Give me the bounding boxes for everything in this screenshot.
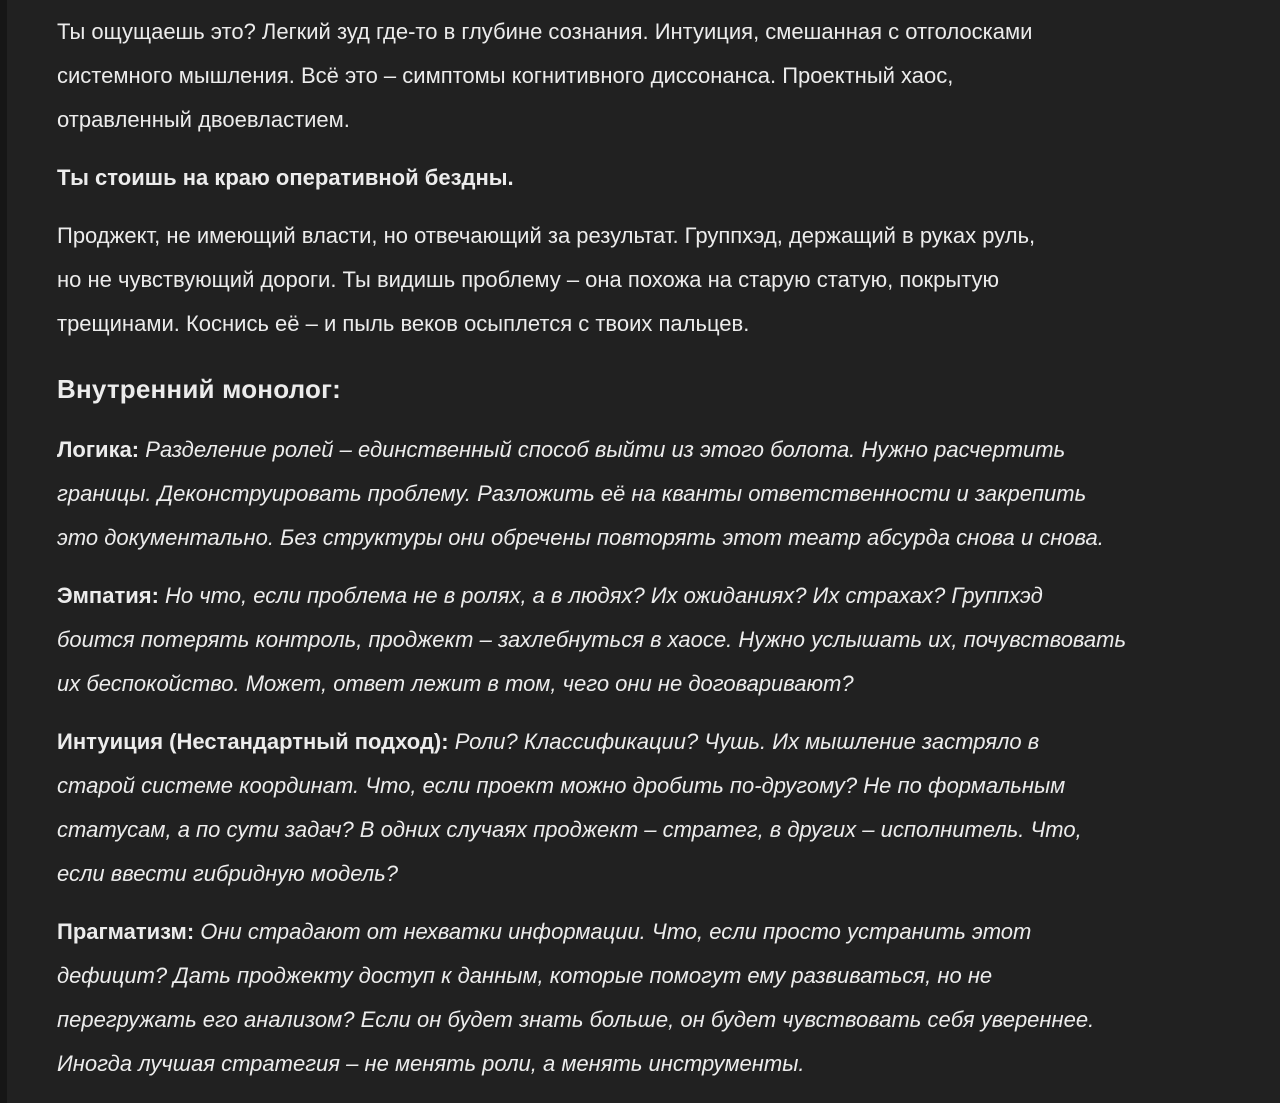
entry-label-intuition: Интуиция (Нестандартный подход): — [57, 729, 449, 754]
text-line — [57, 472, 1240, 516]
emphasis-line: Ты стоишь на краю оперативной бездны. — [57, 165, 514, 190]
text-line — [57, 808, 1240, 852]
text-line — [57, 428, 1240, 472]
text-line: но не чувствующий дороги. Ты видишь проблему – она похожа на старую статую, покрытую — [57, 267, 1000, 292]
text-line — [57, 852, 1240, 896]
text-line: Проджект, не имеющий власти, но отвечающий за результат. Группхэд, держащий в руках руль, — [57, 223, 1036, 248]
monologue-entry-intuition — [57, 720, 1240, 896]
entry-text: боится потерять контроль, проджект – захлебнуться в хаосе. Нужно услышать их, почувствовать — [57, 627, 1127, 652]
text-line — [57, 720, 1240, 764]
text-line — [57, 998, 1240, 1042]
text-line — [57, 910, 1240, 954]
entry-text: Разделение ролей – единственный способ выйти из этого болота. Нужно расчертить — [145, 437, 1066, 462]
text-line: Ты ощущаешь это? Легкий зуд где-то в глубине сознания. Интуиция, смешанная с отголосками — [57, 19, 1033, 44]
entry-text: статусам, а по сути задач? В одних случаях проджект – стратег, в других – исполнитель. Что, — [57, 817, 1082, 842]
monologue-entry-logic — [57, 428, 1240, 560]
text-line — [57, 764, 1240, 808]
inner-monologue-heading: Внутренний монолог: — [57, 374, 341, 404]
entry-text: если ввести гибридную модель? — [57, 861, 398, 886]
entry-text: Иногда лучшая стратегия – не менять роли, а менять инструменты. — [57, 1051, 805, 1076]
entry-text: это документально. Без структуры они обречены повторять этот театр абсурда снова и снова. — [57, 525, 1104, 550]
monologue-entry-empathy — [57, 574, 1240, 706]
intro-paragraph — [57, 10, 1240, 142]
text-line: трещинами. Коснись её – и пыль веков осыплется с твоих пальцев. — [57, 311, 750, 336]
entry-label-pragmatism: Прагматизм: — [57, 919, 195, 944]
text-line: отравленный двоевластием. — [57, 107, 350, 132]
entry-label-empathy: Эмпатия: — [57, 583, 159, 608]
entry-label-logic: Логика: — [57, 437, 140, 462]
text-line — [57, 574, 1240, 618]
entry-text: дефицит? Дать проджекту доступ к данным, которые помогут ему развиваться, но не — [57, 963, 993, 988]
context-paragraph — [57, 214, 1240, 346]
text-line: системного мышления. Всё это – симптомы когнитивного диссонанса. Проектный хаос, — [57, 63, 954, 88]
entry-text: старой системе координат. Что, если проект можно дробить по-другому? Не по формальным — [57, 773, 1066, 798]
entry-text: Роли? Классификации? Чушь. Их мышление застряло в — [454, 729, 1040, 754]
entry-text: их беспокойство. Может, ответ лежит в том, чего они не договаривают? — [57, 671, 854, 696]
text-line — [57, 618, 1240, 662]
entry-text: перегружать его анализом? Если он будет знать больше, он будет чувствовать себя увереннее. — [57, 1007, 1095, 1032]
entry-text: границы. Деконструировать проблему. Разложить её на кванты ответственности и закрепить — [57, 481, 1087, 506]
text-line — [57, 662, 1240, 706]
entry-text: Но что, если проблема не в ролях, а в людях? Их ожиданиях? Их страхах? Группхэд — [165, 583, 1043, 608]
window-left-edge — [0, 0, 7, 1103]
emphasis-paragraph — [57, 156, 1240, 200]
monologue-entry-pragmatism — [57, 910, 1240, 1086]
entry-text: Они страдают от нехватки информации. Что, если просто устранить этот — [200, 919, 1032, 944]
text-line — [57, 954, 1240, 998]
text-line — [57, 516, 1240, 560]
text-line — [57, 1042, 1240, 1086]
